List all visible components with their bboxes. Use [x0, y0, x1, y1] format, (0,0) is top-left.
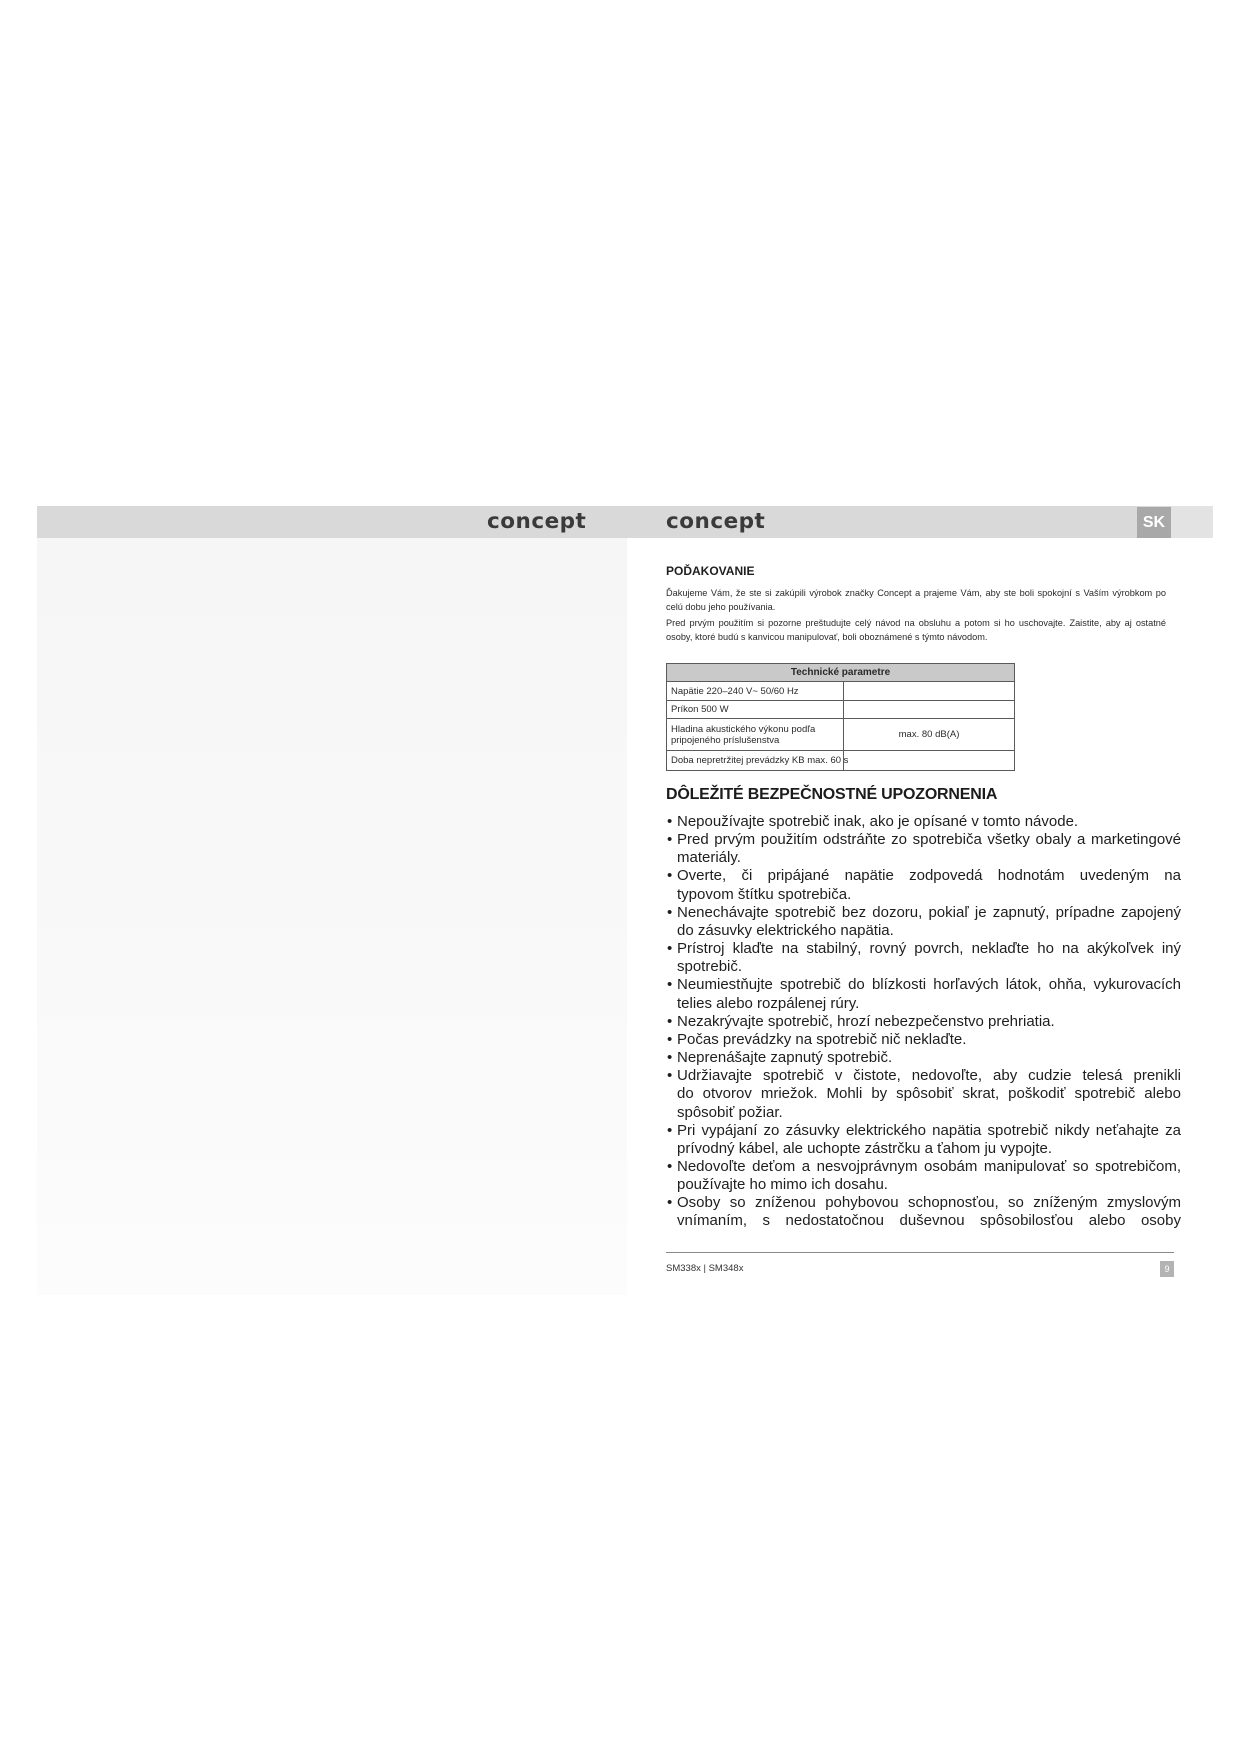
list-item: [666, 813, 1181, 831]
text-line: spotrebič.: [677, 958, 743, 976]
text-line: Neprenášajte zapnutý spotrebič.: [677, 1049, 893, 1067]
text-line: typovom štítku spotrebiča.: [677, 885, 852, 903]
param-label: Doba nepretržitej prevádzky KB max. 60 s: [667, 751, 844, 771]
concept-logo-left: concept: [487, 509, 587, 534]
footer-model-numbers: SM338x | SM348x: [666, 1263, 744, 1274]
param-value: [844, 701, 1015, 719]
text-line: používajte ho mimo ich dosahu.: [677, 1176, 888, 1194]
header-band: [37, 506, 1213, 538]
text-line: materiály.: [677, 849, 741, 867]
list-item: [666, 867, 1181, 903]
safety-list: [666, 813, 1181, 1231]
list-item: [666, 940, 1181, 976]
header-band-edge: [1171, 506, 1213, 538]
table-row: [667, 751, 1015, 771]
bullet-icon: [667, 1031, 672, 1049]
footer-divider: [666, 1252, 1174, 1253]
text-line: Nedovoľte deťom a nesvojprávnym osobám manipulovať so spotrebičom,: [677, 1157, 1181, 1175]
param-value: max. 80 dB(A): [844, 719, 1015, 751]
list-item: [666, 1122, 1181, 1158]
text-line: Počas prevádzky na spotrebič nič neklaďte.: [677, 1030, 967, 1048]
safety-heading: DÔLEŽITÉ BEZPEČNOSTNÉ UPOZORNENIA: [666, 786, 998, 803]
list-item: [666, 1158, 1181, 1194]
left-page-blank: [37, 538, 627, 1295]
text-line: spôsobiť požiar.: [677, 1103, 783, 1121]
thanks-paragraph: [666, 617, 1166, 644]
bullet-icon: [667, 1122, 672, 1140]
concept-logo-right: concept: [666, 509, 766, 534]
text-line: Osoby so zníženou pohybovou schopnosťou, so zníženým zmyslovým: [677, 1194, 1181, 1212]
text-line: do otvorov mriežok. Mohli by spôsobiť skrat, poškodiť spotrebič alebo: [677, 1085, 1181, 1103]
technical-parameters-table: [666, 663, 1015, 771]
text-line: Neumiestňujte spotrebič do blízkosti horľavých látok, ohňa, vykurovacích: [677, 976, 1181, 994]
text-line: Pred prvým použitím si pozorne preštudujte celý návod na obsluhu a potom si ho uschovajte. Zaistite, aby aj ostatné: [666, 618, 1166, 628]
param-value: [844, 682, 1015, 701]
param-label: Príkon 500 W: [667, 701, 844, 719]
text-line: Nenechávajte spotrebič bez dozoru, pokiaľ je zapnutý, prípadne zapojený: [677, 903, 1181, 921]
param-label: Hladina akustického výkonu podľa pripojeného príslušenstva: [667, 719, 844, 751]
bullet-icon: [667, 904, 672, 922]
list-item: [666, 904, 1181, 940]
list-item: [666, 1013, 1181, 1031]
table-header-row: [667, 664, 1015, 682]
list-item: [666, 1049, 1181, 1067]
text-line: Nepoužívajte spotrebič inak, ako je opísané v tomto návode.: [677, 813, 1079, 830]
list-item: [666, 1067, 1181, 1121]
list-item: [666, 976, 1181, 1012]
bullet-icon: [667, 813, 672, 831]
table-row: [667, 682, 1015, 701]
text-line: Nezakrývajte spotrebič, hrozí nebezpečenstvo prehriatia.: [677, 1012, 1055, 1030]
param-label: Napätie 220–240 V~ 50/60 Hz: [667, 682, 844, 701]
bullet-icon: [667, 1158, 672, 1176]
table-row: [667, 719, 1015, 751]
bullet-icon: [667, 940, 672, 958]
bullet-icon: [667, 976, 672, 994]
table-row: [667, 701, 1015, 719]
bullet-icon: [667, 1194, 672, 1212]
text-line: do zásuvky elektrického napätia.: [677, 921, 894, 939]
text-line: telies alebo rozpálenej rúry.: [677, 994, 860, 1012]
text-line: Pred prvým použitím odstráňte zo spotrebiča všetky obaly a marketingové: [677, 831, 1181, 849]
text-line: osoby, ktoré budú s kanvicou manipulovať, boli oboznámené s týmto návodom.: [666, 631, 988, 642]
bullet-icon: [667, 1013, 672, 1031]
bullet-icon: [667, 1049, 672, 1067]
text-line: Prístroj klaďte na stabilný, rovný povrch, neklaďte ho na akýkoľvek iný: [677, 940, 1181, 958]
text-line: vnímaním, s nedostatočnou duševnou spôsobilosťou alebo osoby: [677, 1212, 1181, 1230]
text-line: prívodný kábel, ale uchopte zástrčku a ťahom ju vypojte.: [677, 1139, 1052, 1157]
page-number: 9: [1160, 1261, 1174, 1277]
bullet-icon: [667, 867, 672, 885]
text-line: celú dobu jeho používania.: [666, 601, 776, 612]
text-line: Pri vypájaní zo zásuvky elektrického napätia spotrebič nikdy neťahajte za: [677, 1121, 1181, 1139]
list-item: [666, 1031, 1181, 1049]
param-value: [844, 751, 1015, 771]
thanks-text: [666, 587, 1166, 644]
bullet-icon: [667, 1067, 672, 1085]
bullet-icon: [667, 831, 672, 849]
language-badge: SK: [1137, 507, 1171, 538]
list-item: [666, 831, 1181, 867]
thanks-paragraph: [666, 587, 1166, 614]
thanks-heading: POĎAKOVANIE: [666, 564, 755, 578]
text-line: Udržiavajte spotrebič v čistote, nedovoľte, aby cudzie telesá prenikli: [677, 1067, 1181, 1085]
text-line: Ďakujeme Vám, že ste si zakúpili výrobok značky Concept a prajeme Vám, aby ste boli spokojní s Vaším výrobkom po: [666, 588, 1166, 598]
table-title: Technické parametre: [667, 664, 1015, 682]
text-line: Overte, či pripájané napätie zodpovedá hodnotám uvedeným na: [677, 867, 1181, 885]
list-item: [666, 1194, 1181, 1230]
